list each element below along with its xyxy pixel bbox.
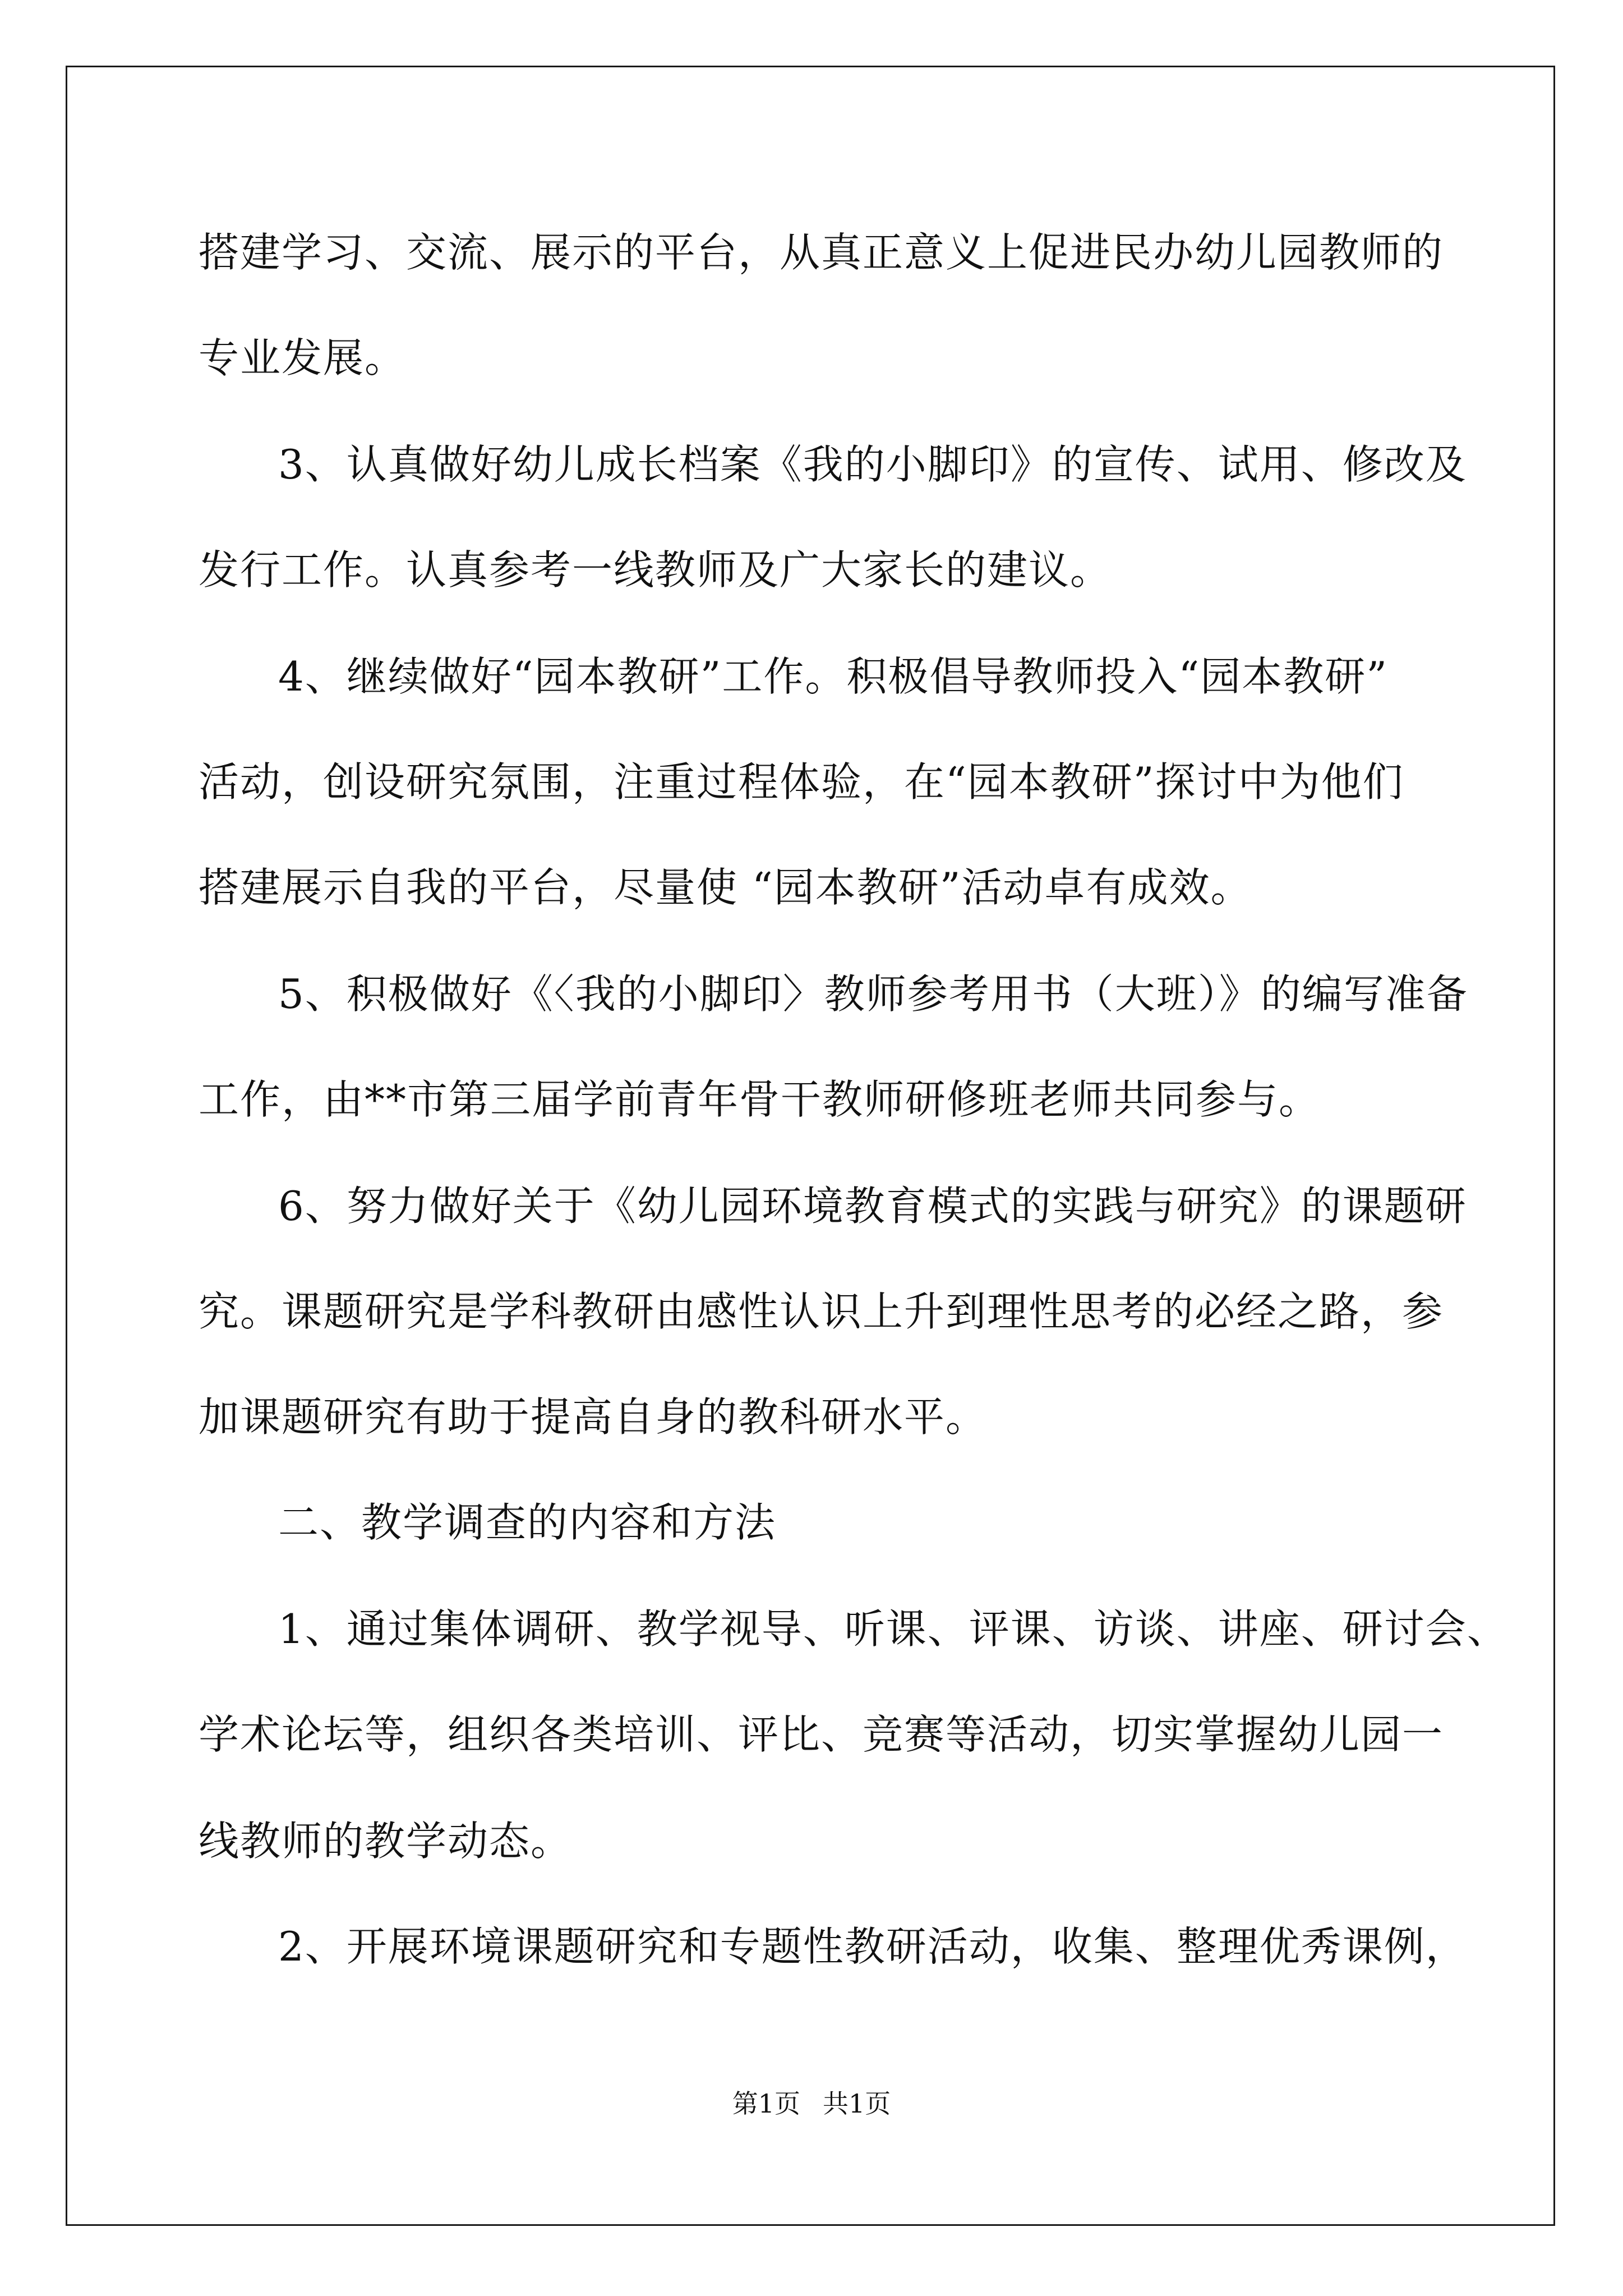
text-line: 专业发展。 [199,334,407,381]
page-footer [0,2087,1623,2120]
text-line: 究。课题研究是学科教研由感性认识上升到理性思考的必经之路，参 [199,1288,1444,1335]
text-line: 加课题研究有助于提高自身的教科研水平。 [199,1393,988,1441]
text-line: 活动，创设研究氛围，注重过程体验，在“园本教研”探讨中为他们 [199,758,1404,806]
text-line: 线教师的教学动态。 [199,1818,573,1865]
text-line: 6、努力做好关于《幼儿园环境教育模式的实践与研究》的课题研 [278,1182,1467,1230]
section-heading: 二、教学调查的内容和方法 [278,1499,777,1546]
text-line: 工作，由**市第三届学前青年骨干教师研修班老师共同参与。 [199,1076,1321,1123]
text-line: 4、继续做好“园本教研”工作。积极倡导教师投入“园本教研” [278,653,1389,700]
text-line: 5、积极做好《〈我的小脚印〉教师参考用书（大班）》的编写准备 [278,970,1468,1018]
page-total: 共1页 [823,2088,891,2119]
text-line: 搭建展示自我的平台，尽量使 “园本教研”活动卓有成效。 [199,864,1252,911]
text-line: 发行工作。认真参考一线教师及广大家长的建议。 [199,546,1112,593]
text-line: 学术论坛等，组织各类培训、评比、竞赛等活动，切实掌握幼儿园一 [199,1711,1444,1758]
page-border [66,66,1555,2226]
page-number: 第1页 [732,2088,800,2119]
text-line: 1、通过集体调研、教学视导、听课、评课、访谈、讲座、研讨会、 [278,1605,1509,1653]
text-line: 3、认真做好幼儿成长档案《我的小脚印》的宣传、试用、修改及 [278,441,1467,488]
text-line: 搭建学习、交流、展示的平台，从真正意义上促进民办幼儿园教师的 [199,229,1444,276]
text-line: 2、开展环境课题研究和专题性教研活动，收集、整理优秀课例， [278,1923,1467,1970]
